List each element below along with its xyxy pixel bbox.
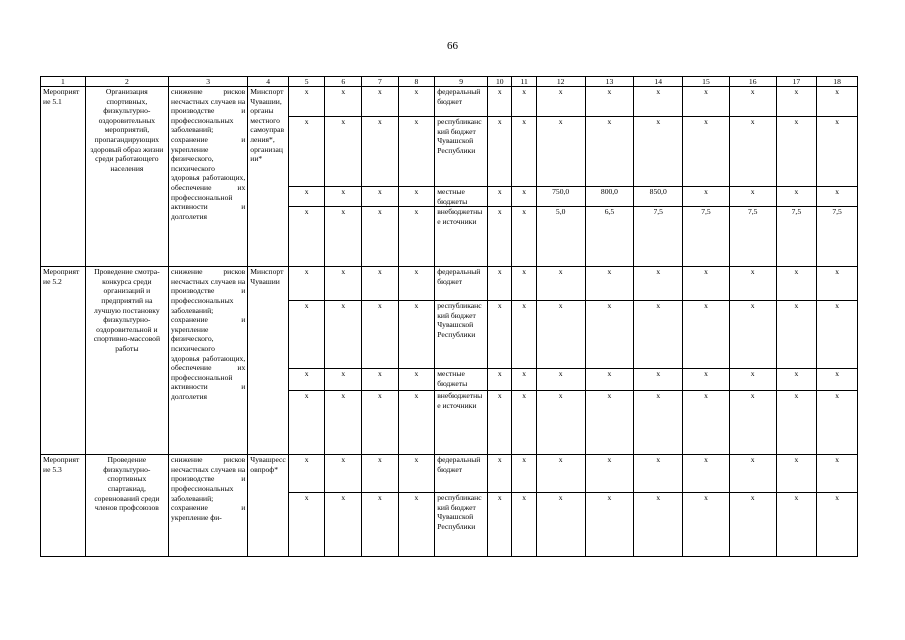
- value-cell: x: [536, 369, 585, 391]
- value-cell: x: [398, 493, 435, 557]
- value-cell: 7,5: [817, 207, 858, 267]
- value-cell: x: [398, 267, 435, 301]
- value-cell: x: [729, 493, 776, 557]
- funding-source: республиканский бюджет Чувашской Республики: [435, 493, 488, 557]
- value-cell: x: [585, 369, 634, 391]
- value-cell: x: [362, 493, 399, 557]
- table-row: [41, 267, 858, 301]
- value-cell: x: [512, 207, 536, 267]
- value-cell: x: [683, 301, 730, 369]
- value-cell: x: [634, 369, 683, 391]
- funding-source: внебюджетные источники: [435, 391, 488, 455]
- value-cell: x: [729, 301, 776, 369]
- value-cell: x: [776, 187, 817, 207]
- value-cell: x: [362, 207, 399, 267]
- value-cell: x: [729, 369, 776, 391]
- value-cell: x: [288, 369, 325, 391]
- value-cell: x: [325, 301, 362, 369]
- value-cell: x: [362, 87, 399, 117]
- value-cell: x: [729, 87, 776, 117]
- value-cell: x: [325, 87, 362, 117]
- value-cell: x: [585, 391, 634, 455]
- value-cell: x: [512, 369, 536, 391]
- value-cell: x: [488, 391, 512, 455]
- value-cell: x: [817, 267, 858, 301]
- funding-source: местные бюджеты: [435, 187, 488, 207]
- value-cell: 800,0: [585, 187, 634, 207]
- value-cell: x: [362, 301, 399, 369]
- value-cell: x: [776, 301, 817, 369]
- value-cell: x: [512, 301, 536, 369]
- value-cell: 7,5: [634, 207, 683, 267]
- value-cell: x: [288, 117, 325, 187]
- executor: Чувашрессовпроф*: [248, 455, 289, 557]
- value-cell: x: [683, 493, 730, 557]
- value-cell: x: [398, 207, 435, 267]
- value-cell: x: [585, 267, 634, 301]
- value-cell: x: [325, 369, 362, 391]
- column-number: 3: [169, 77, 248, 87]
- value-cell: x: [398, 117, 435, 187]
- value-cell: x: [634, 391, 683, 455]
- value-cell: x: [325, 391, 362, 455]
- value-cell: x: [776, 455, 817, 493]
- value-cell: 7,5: [729, 207, 776, 267]
- value-cell: x: [585, 455, 634, 493]
- value-cell: x: [362, 369, 399, 391]
- value-cell: x: [488, 187, 512, 207]
- value-cell: x: [536, 493, 585, 557]
- expected-result: снижение рисков несчастных случаев на производстве и профессиональных заболеваний; сохранение и укрепление физического, психического здоровья работающих, обеспечение их профессиональной активности и долголетия: [169, 87, 248, 267]
- value-cell: 750,0: [536, 187, 585, 207]
- value-cell: 7,5: [683, 207, 730, 267]
- value-cell: x: [288, 455, 325, 493]
- value-cell: x: [634, 267, 683, 301]
- table-row: [41, 87, 858, 117]
- value-cell: x: [634, 455, 683, 493]
- value-cell: x: [729, 117, 776, 187]
- value-cell: x: [512, 87, 536, 117]
- column-number: 6: [325, 77, 362, 87]
- value-cell: x: [683, 391, 730, 455]
- value-cell: x: [512, 117, 536, 187]
- value-cell: x: [488, 267, 512, 301]
- value-cell: 5,0: [536, 207, 585, 267]
- executor: Минспорт Чувашии, органы местного самоуправления*, организации*: [248, 87, 289, 267]
- column-number: 9: [435, 77, 488, 87]
- value-cell: x: [488, 493, 512, 557]
- value-cell: x: [776, 87, 817, 117]
- value-cell: x: [817, 391, 858, 455]
- value-cell: x: [512, 493, 536, 557]
- value-cell: x: [325, 117, 362, 187]
- value-cell: x: [683, 187, 730, 207]
- value-cell: x: [288, 87, 325, 117]
- funding-source: внебюджетные источники: [435, 207, 488, 267]
- value-cell: x: [776, 267, 817, 301]
- value-cell: x: [362, 391, 399, 455]
- table-row: [41, 455, 858, 493]
- value-cell: x: [325, 493, 362, 557]
- value-cell: x: [362, 117, 399, 187]
- value-cell: x: [585, 117, 634, 187]
- value-cell: x: [817, 493, 858, 557]
- value-cell: x: [817, 455, 858, 493]
- value-cell: x: [288, 391, 325, 455]
- value-cell: x: [776, 391, 817, 455]
- value-cell: x: [512, 455, 536, 493]
- column-number: 10: [488, 77, 512, 87]
- value-cell: x: [729, 455, 776, 493]
- expected-result: снижение рисков несчастных случаев на производстве и профессиональных заболеваний; сохранение и укрепление фи-: [169, 455, 248, 557]
- funding-source: местные бюджеты: [435, 369, 488, 391]
- value-cell: x: [325, 267, 362, 301]
- value-cell: x: [729, 267, 776, 301]
- value-cell: x: [729, 391, 776, 455]
- value-cell: x: [288, 493, 325, 557]
- value-cell: x: [536, 117, 585, 187]
- column-number: 1: [41, 77, 86, 87]
- value-cell: x: [536, 301, 585, 369]
- value-cell: x: [634, 493, 683, 557]
- value-cell: x: [817, 87, 858, 117]
- measure-id: Мероприятие 5.3: [41, 455, 86, 557]
- value-cell: x: [512, 391, 536, 455]
- value-cell: 6,5: [585, 207, 634, 267]
- value-cell: x: [398, 187, 435, 207]
- funding-source: федеральный бюджет: [435, 87, 488, 117]
- program-table: [40, 76, 858, 557]
- value-cell: x: [776, 493, 817, 557]
- column-number: 13: [585, 77, 634, 87]
- value-cell: x: [488, 207, 512, 267]
- value-cell: x: [398, 369, 435, 391]
- value-cell: x: [817, 117, 858, 187]
- value-cell: x: [288, 207, 325, 267]
- value-cell: x: [288, 267, 325, 301]
- value-cell: x: [634, 301, 683, 369]
- value-cell: x: [288, 187, 325, 207]
- value-cell: x: [512, 187, 536, 207]
- value-cell: x: [817, 369, 858, 391]
- column-number: 15: [683, 77, 730, 87]
- value-cell: x: [585, 87, 634, 117]
- value-cell: x: [817, 301, 858, 369]
- measure-name: Проведение смотра-конкурса среди организаций и предприятий на лучшую постановку физкультурно-оздоровительной и спортивно-массовой работы: [85, 267, 168, 455]
- column-number: 14: [634, 77, 683, 87]
- value-cell: x: [288, 301, 325, 369]
- value-cell: x: [683, 455, 730, 493]
- value-cell: x: [398, 87, 435, 117]
- value-cell: x: [325, 187, 362, 207]
- measure-id: Мероприятие 5.2: [41, 267, 86, 455]
- measure-name: Проведение физкультурно-спортивных спартакиад, соревнований среди членов профсоюзов: [85, 455, 168, 557]
- column-number: 17: [776, 77, 817, 87]
- funding-source: республиканский бюджет Чувашской Республики: [435, 117, 488, 187]
- value-cell: x: [536, 391, 585, 455]
- value-cell: x: [398, 301, 435, 369]
- value-cell: x: [512, 267, 536, 301]
- column-number: 4: [248, 77, 289, 87]
- value-cell: x: [683, 267, 730, 301]
- value-cell: x: [634, 117, 683, 187]
- funding-source: федеральный бюджет: [435, 267, 488, 301]
- column-number-row: [41, 77, 858, 87]
- page-number: 66: [447, 40, 458, 52]
- value-cell: x: [776, 369, 817, 391]
- measure-name: Организация спортивных, физкультурно-оздоровительных мероприятий, пропагандирующих здоровый образ жизни среди работающего населения: [85, 87, 168, 267]
- measure-id: Мероприятие 5.1: [41, 87, 86, 267]
- value-cell: x: [325, 207, 362, 267]
- value-cell: x: [776, 117, 817, 187]
- value-cell: x: [585, 301, 634, 369]
- value-cell: x: [398, 391, 435, 455]
- column-number: 2: [85, 77, 168, 87]
- value-cell: x: [585, 493, 634, 557]
- value-cell: x: [488, 369, 512, 391]
- column-number: 8: [398, 77, 435, 87]
- column-number: 18: [817, 77, 858, 87]
- column-number: 7: [362, 77, 399, 87]
- column-number: 11: [512, 77, 536, 87]
- value-cell: x: [729, 187, 776, 207]
- value-cell: x: [488, 117, 512, 187]
- column-number: 12: [536, 77, 585, 87]
- value-cell: x: [362, 187, 399, 207]
- value-cell: x: [683, 87, 730, 117]
- value-cell: x: [488, 87, 512, 117]
- value-cell: x: [398, 455, 435, 493]
- value-cell: 7,5: [776, 207, 817, 267]
- value-cell: x: [488, 455, 512, 493]
- value-cell: x: [536, 87, 585, 117]
- value-cell: x: [536, 455, 585, 493]
- value-cell: 850,0: [634, 187, 683, 207]
- value-cell: x: [362, 267, 399, 301]
- value-cell: x: [817, 187, 858, 207]
- value-cell: x: [683, 117, 730, 187]
- value-cell: x: [488, 301, 512, 369]
- column-number: 16: [729, 77, 776, 87]
- value-cell: x: [362, 455, 399, 493]
- value-cell: x: [536, 267, 585, 301]
- value-cell: x: [683, 369, 730, 391]
- value-cell: x: [634, 87, 683, 117]
- expected-result: снижение рисков несчастных случаев на производстве и профессиональных заболеваний; сохранение и укрепление физического, психического здоровья работающих, обеспечение их профессиональной активности и долголетия: [169, 267, 248, 455]
- funding-source: федеральный бюджет: [435, 455, 488, 493]
- funding-source: республиканский бюджет Чувашской Республики: [435, 301, 488, 369]
- column-number: 5: [288, 77, 325, 87]
- executor: Минспорт Чувашии: [248, 267, 289, 455]
- value-cell: x: [325, 455, 362, 493]
